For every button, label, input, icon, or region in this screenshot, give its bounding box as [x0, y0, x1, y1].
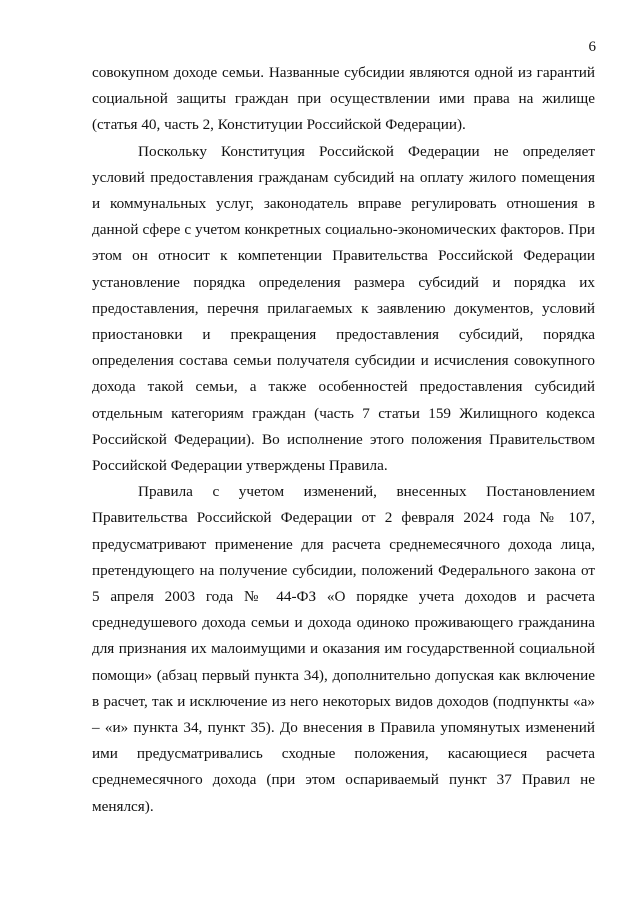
document-body [92, 60, 595, 820]
paragraph-continuation: совокупном доходе семьи. Названные субсидии являются одной из гарантий социальной защиты граждан при осуществлении ими права на жилище (статья 40, часть 2, Конституции Российской Федерации). [92, 64, 595, 134]
page-number: 6 [588, 39, 596, 55]
paragraph-rules-amendments: Правила с учетом изменений, внесенных Постановлением Правительства Российской Федерации от 2 февраля 2024 года № 107, предусматривают применение для расчета среднемесячного дохода лица, претендующего на получение субсидии, положений Федерального закона от 5 апреля 2003 года № 44-ФЗ «О порядке учета доходов и расчета среднедушевого дохода семьи и дохода одиноко проживающего гражданина для признания их малоимущими и оказания им государственной социальной помощи» (абзац первый пункта 34), дополнительно допуская как включение в расчет, так и исключение из него некоторых видов доходов (подпункты «а» – «и» пункта 34, пункт 35). До внесения в Правила упомянутых изменений ими предусматривались сходные положения, касающиеся расчета среднемесячного дохода (при этом оспариваемый пункт 37 Правил не менялся). [92, 483, 595, 815]
paragraph-constitution-regulation: Поскольку Конституция Российской Федерации не определяет условий предоставления гражданам субсидий на оплату жилого помещения и коммунальных услуг, законодатель вправе регулировать отношения в данной сфере с учетом конкретных социально-экономических факторов. При этом он относит к компетенции Правительства Российской Федерации установление порядка определения размера субсидий и порядка их предоставления, перечня прилагаемых к заявлению документов, условий приостановки и прекращения предоставления субсидий, порядка определения состава семьи получателя субсидии и исчисления совокупного дохода такой семьи, а также особенностей предоставления субсидий отдельным категориям граждан (часть 7 статьи 159 Жилищного кодекса Российской Федерации). Во исполнение этого положения Правительством Российской Федерации утверждены Правила. [92, 142, 595, 475]
